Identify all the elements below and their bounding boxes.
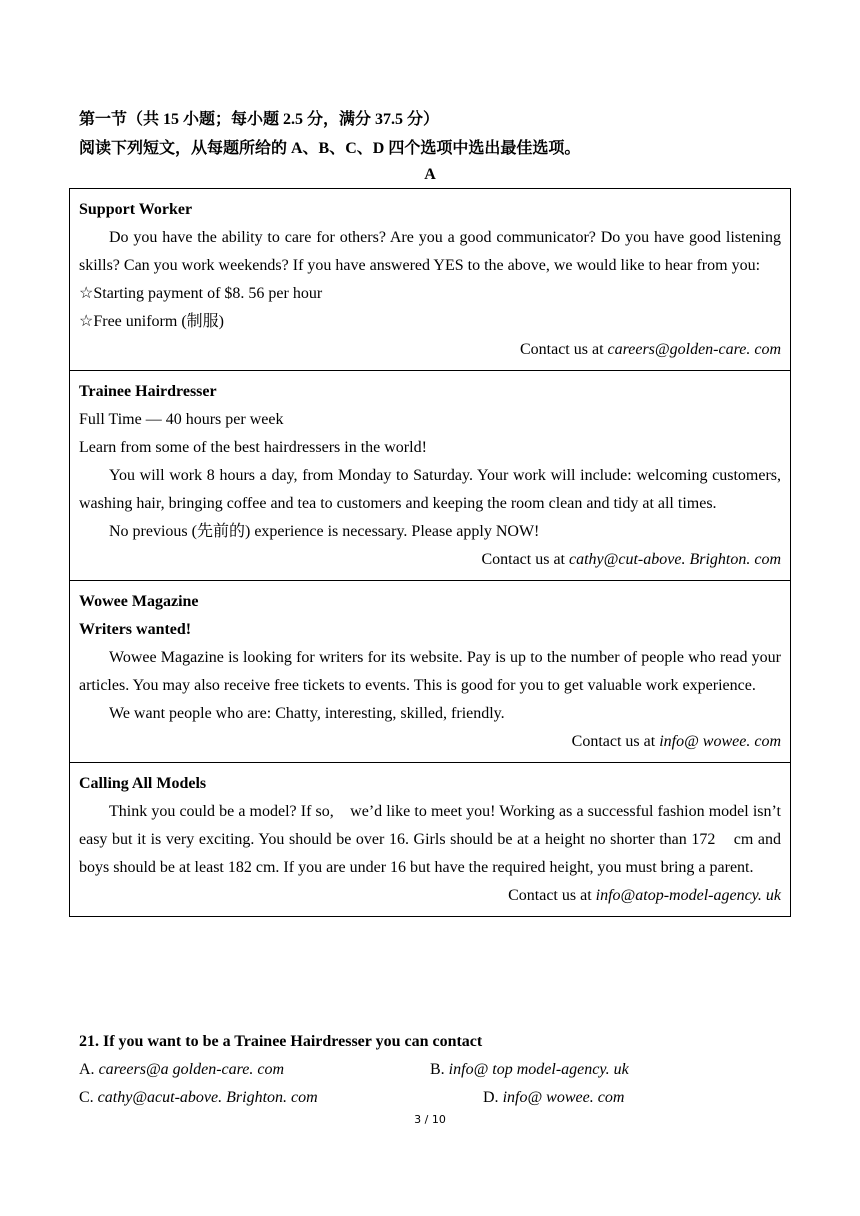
- contact-email: info@atop-model-agency. uk: [595, 887, 781, 904]
- ad-bullet: ☆Free uniform (制服): [79, 313, 224, 330]
- ad-title: Support Worker: [79, 201, 193, 218]
- contact-email: info@ wowee. com: [659, 733, 781, 750]
- ad-line: Learn from some of the best hairdressers in the world!: [79, 439, 427, 456]
- ad-wowee-magazine: [70, 581, 790, 763]
- instruction-text: 阅读下列短文，从每题所给的 A、B、C、D 四个选项中选出最佳选项。: [79, 140, 581, 157]
- ad-bullet: ☆Starting payment of $8. 56 per hour: [79, 285, 323, 302]
- ad-subtitle: Writers wanted!: [79, 621, 192, 638]
- ad-paragraph: Do you have the ability to care for others? Are you a good communicator? Do you have good listening skills? Can you work weekends? If you have answered YES to the above, we would like to hear from you:: [79, 229, 781, 274]
- option-a[interactable]: [79, 1056, 284, 1084]
- ad-paragraph: We want people who are: Chatty, interesting, skilled, friendly.: [109, 705, 505, 722]
- contact-email: careers@golden-care. com: [607, 341, 781, 358]
- option-value: info@ wowee. com: [502, 1089, 625, 1106]
- page-number: 3 / 10: [414, 1113, 446, 1126]
- ad-paragraph: Think you could be a model? If so, we’d like to meet you! Working as a successful fashion model isn’t easy but it is very exciting. You should be over 16. Girls should be at a height no shorter than 172 cm and boys should be at least 182 cm. If you are under 16 but have the required height, you must bring a parent.: [79, 803, 785, 876]
- options-row: [79, 1056, 791, 1084]
- ad-contact: [79, 728, 781, 756]
- question-stem: 21. If you want to be a Trainee Hairdresser you can contact: [79, 1033, 483, 1050]
- question-21: [79, 1028, 791, 1112]
- ad-trainee-hairdresser: [70, 371, 790, 581]
- option-c[interactable]: [79, 1084, 318, 1112]
- ad-title: Wowee Magazine: [79, 593, 199, 610]
- option-d[interactable]: [483, 1084, 624, 1112]
- ad-paragraph: Wowee Magazine is looking for writers for its website. Pay is up to the number of people who read your articles. You may also receive free tickets to events. This is good for you to get valuable work experience.: [79, 649, 781, 694]
- option-b[interactable]: [430, 1056, 629, 1084]
- contact-prefix: Contact us at: [571, 733, 660, 750]
- ad-contact: [79, 336, 781, 364]
- passage-label: A: [424, 166, 436, 183]
- ad-line: Full Time — 40 hours per week: [79, 411, 284, 428]
- ad-contact: [79, 546, 781, 574]
- option-value: cathy@acut-above. Brighton. com: [97, 1089, 318, 1106]
- ad-contact: [79, 882, 781, 910]
- ad-support-worker: [70, 189, 790, 371]
- ad-calling-all-models: [70, 763, 790, 916]
- section-heading: 第一节（共 15 小题；每小题 2.5 分，满分 37.5 分）: [79, 111, 440, 128]
- option-value: info@ top model-agency. uk: [448, 1061, 629, 1078]
- contact-email: cathy@cut-above. Brighton. com: [569, 551, 781, 568]
- contact-prefix: Contact us at: [519, 341, 608, 358]
- contact-prefix: Contact us at: [481, 551, 569, 568]
- option-letter: A.: [79, 1061, 99, 1078]
- ad-title: Calling All Models: [79, 775, 207, 792]
- ad-paragraph: You will work 8 hours a day, from Monday to Saturday. Your work will include: welcoming customers, washing hair, bringing coffee and tea to customers and keeping the room clean and tidy at all times.: [79, 467, 781, 512]
- option-letter: D.: [483, 1089, 503, 1106]
- option-letter: B.: [430, 1061, 449, 1078]
- option-letter: C.: [79, 1089, 98, 1106]
- ad-paragraph: No previous (先前的) experience is necessary. Please apply NOW!: [109, 523, 540, 540]
- options-row: [79, 1084, 791, 1112]
- contact-prefix: Contact us at: [508, 887, 596, 904]
- ad-title: Trainee Hairdresser: [79, 383, 217, 400]
- ads-table: [69, 188, 791, 917]
- option-value: careers@a golden-care. com: [98, 1061, 285, 1078]
